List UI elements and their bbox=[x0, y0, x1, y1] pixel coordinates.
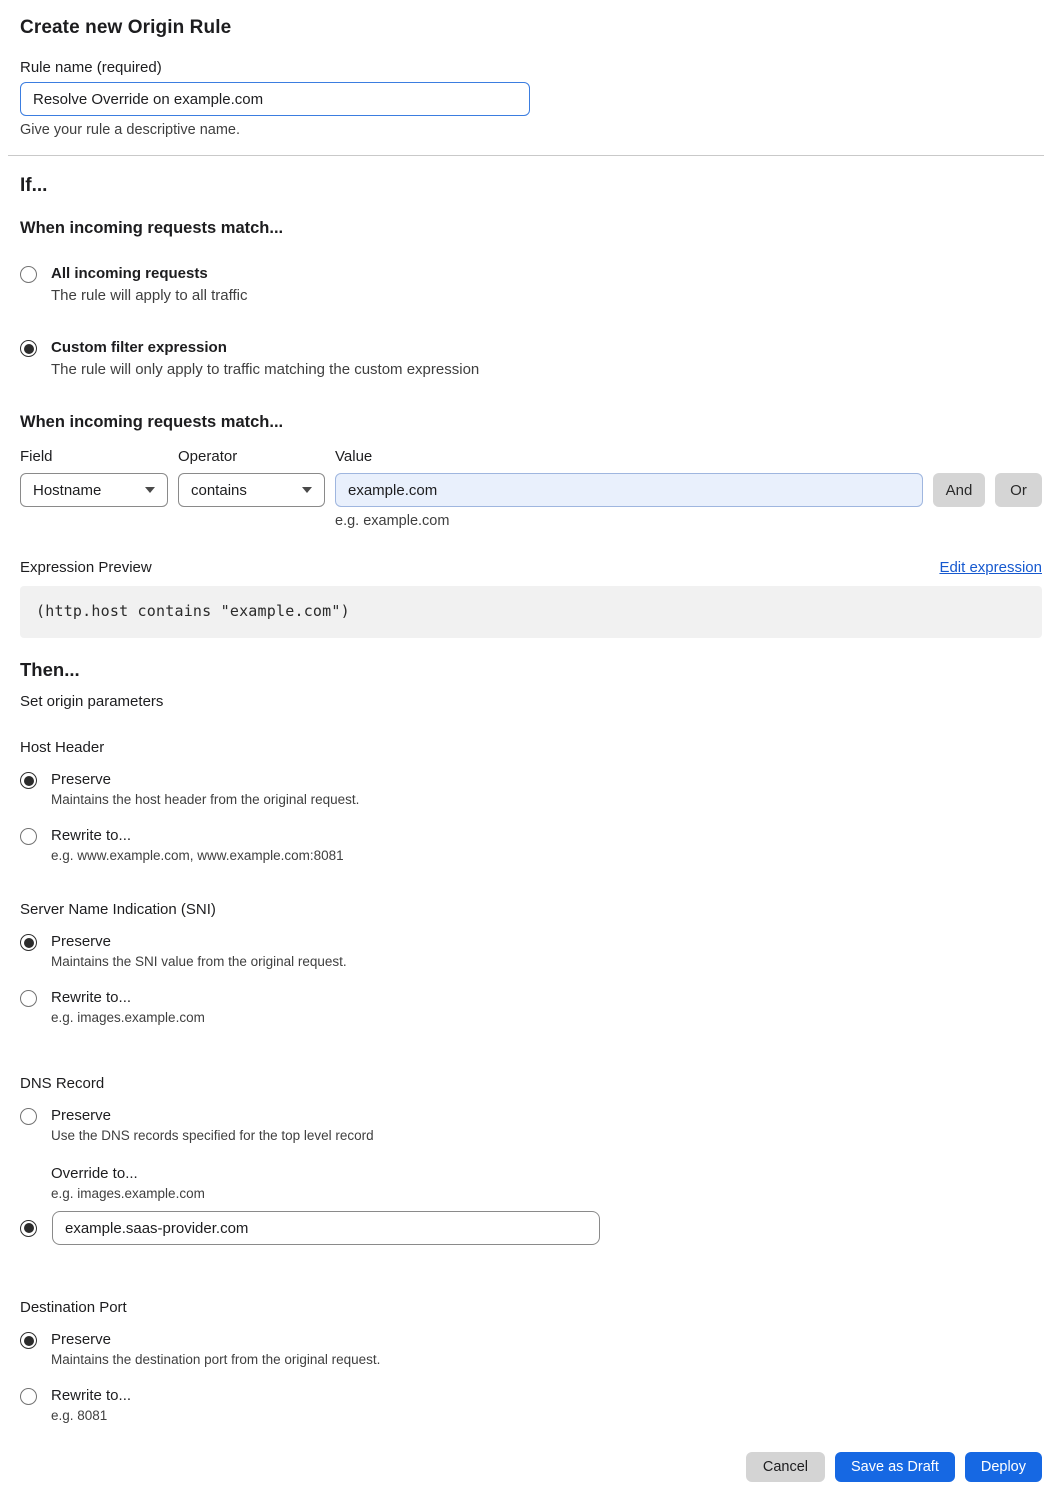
save-as-draft-button[interactable]: Save as Draft bbox=[835, 1452, 955, 1482]
radio-option-description: e.g. www.example.com, www.example.com:8081 bbox=[51, 848, 344, 863]
value-input[interactable] bbox=[335, 473, 923, 507]
radio-option-description: Maintains the SNI value from the original request. bbox=[51, 954, 347, 969]
expression-builder-heading: When incoming requests match... bbox=[20, 413, 284, 431]
radio-icon[interactable] bbox=[20, 1388, 37, 1405]
field-label: Field bbox=[20, 448, 53, 465]
radio-icon[interactable] bbox=[20, 1332, 37, 1349]
host-header-group bbox=[20, 738, 1042, 864]
radio-option-all-incoming-requests[interactable] bbox=[20, 264, 1042, 305]
value-help: e.g. example.com bbox=[335, 513, 450, 529]
radio-icon[interactable] bbox=[20, 990, 37, 1007]
destination-port-label: Destination Port bbox=[20, 1299, 127, 1316]
radio-option-port-preserve[interactable] bbox=[20, 1330, 1042, 1368]
form-footer bbox=[20, 1452, 1042, 1482]
radio-option-description: The rule will apply to all traffic bbox=[51, 287, 248, 304]
radio-option-port-rewrite[interactable] bbox=[20, 1386, 1042, 1424]
radio-icon[interactable] bbox=[20, 340, 37, 357]
radio-option-description: e.g. 8081 bbox=[51, 1408, 108, 1423]
radio-option-dns-preserve[interactable] bbox=[20, 1106, 1042, 1144]
dns-record-group bbox=[20, 1074, 1042, 1245]
sni-group bbox=[20, 900, 1042, 1026]
radio-option-description: The rule will only apply to traffic matching the custom expression bbox=[51, 361, 480, 378]
expression-builder bbox=[20, 448, 1042, 529]
radio-option-host-header-preserve[interactable] bbox=[20, 770, 1042, 808]
radio-option-description: e.g. images.example.com bbox=[51, 1010, 205, 1025]
radio-option-description: Use the DNS records specified for the top level record bbox=[51, 1128, 374, 1143]
radio-option-label: Custom filter expression bbox=[51, 339, 227, 356]
when-match-heading: When incoming requests match... bbox=[20, 219, 284, 237]
value-label: Value bbox=[335, 448, 373, 465]
radio-option-custom-filter-expression[interactable] bbox=[20, 338, 1042, 379]
radio-icon[interactable] bbox=[20, 1108, 37, 1125]
radio-option-description: Maintains the destination port from the original request. bbox=[51, 1352, 381, 1367]
radio-option-label: Rewrite to... bbox=[51, 989, 132, 1006]
and-button[interactable]: And bbox=[933, 473, 985, 507]
radio-option-label: Preserve bbox=[51, 771, 112, 788]
set-origin-parameters-label: Set origin parameters bbox=[20, 693, 164, 710]
radio-icon[interactable] bbox=[20, 1220, 37, 1237]
deploy-button[interactable]: Deploy bbox=[965, 1452, 1042, 1482]
radio-option-description: e.g. images.example.com bbox=[51, 1186, 205, 1201]
dns-override-input[interactable] bbox=[52, 1211, 600, 1245]
operator-select-value: contains bbox=[191, 481, 247, 499]
operator-select[interactable] bbox=[178, 473, 325, 507]
expression-code: (http.host contains "example.com") bbox=[36, 602, 350, 620]
field-select-value: Hostname bbox=[33, 481, 102, 499]
expression-preview-label: Expression Preview bbox=[20, 559, 152, 576]
radio-option-dns-override[interactable] bbox=[20, 1164, 1042, 1245]
radio-icon[interactable] bbox=[20, 266, 37, 283]
radio-option-label: Rewrite to... bbox=[51, 1387, 132, 1404]
radio-icon[interactable] bbox=[20, 772, 37, 789]
radio-option-label: Preserve bbox=[51, 1107, 112, 1124]
field-select[interactable] bbox=[20, 473, 168, 507]
radio-option-label: Preserve bbox=[51, 1331, 112, 1348]
radio-icon[interactable] bbox=[20, 828, 37, 845]
chevron-down-icon bbox=[302, 487, 312, 493]
chevron-down-icon bbox=[145, 487, 155, 493]
sni-label: Server Name Indication (SNI) bbox=[20, 901, 216, 918]
cancel-button[interactable]: Cancel bbox=[746, 1452, 825, 1482]
destination-port-group bbox=[20, 1298, 1042, 1424]
radio-option-host-header-rewrite[interactable] bbox=[20, 826, 1042, 864]
page-title: Create new Origin Rule bbox=[20, 17, 232, 38]
rule-name-input[interactable] bbox=[20, 82, 530, 116]
radio-option-sni-rewrite[interactable] bbox=[20, 988, 1042, 1026]
expression-preview-box bbox=[20, 586, 1042, 638]
radio-option-sni-preserve[interactable] bbox=[20, 932, 1042, 970]
or-button[interactable]: Or bbox=[995, 473, 1042, 507]
host-header-label: Host Header bbox=[20, 739, 105, 756]
radio-option-label: Rewrite to... bbox=[51, 827, 132, 844]
radio-option-label: All incoming requests bbox=[51, 265, 208, 282]
radio-option-description: Maintains the host header from the original request. bbox=[51, 792, 360, 807]
operator-label: Operator bbox=[178, 448, 238, 465]
then-heading: Then... bbox=[20, 659, 80, 680]
section-divider bbox=[8, 155, 1044, 156]
expression-preview-header bbox=[20, 559, 1042, 577]
edit-expression-link[interactable]: Edit expression bbox=[939, 559, 1042, 576]
dns-record-label: DNS Record bbox=[20, 1075, 105, 1092]
radio-option-label: Preserve bbox=[51, 933, 112, 950]
rule-name-label: Rule name (required) bbox=[20, 59, 162, 76]
radio-option-label: Override to... bbox=[51, 1165, 138, 1182]
rule-name-help: Give your rule a descriptive name. bbox=[20, 122, 241, 138]
radio-icon[interactable] bbox=[20, 934, 37, 951]
create-origin-rule-form bbox=[0, 16, 1052, 1496]
if-heading: If... bbox=[20, 175, 48, 196]
